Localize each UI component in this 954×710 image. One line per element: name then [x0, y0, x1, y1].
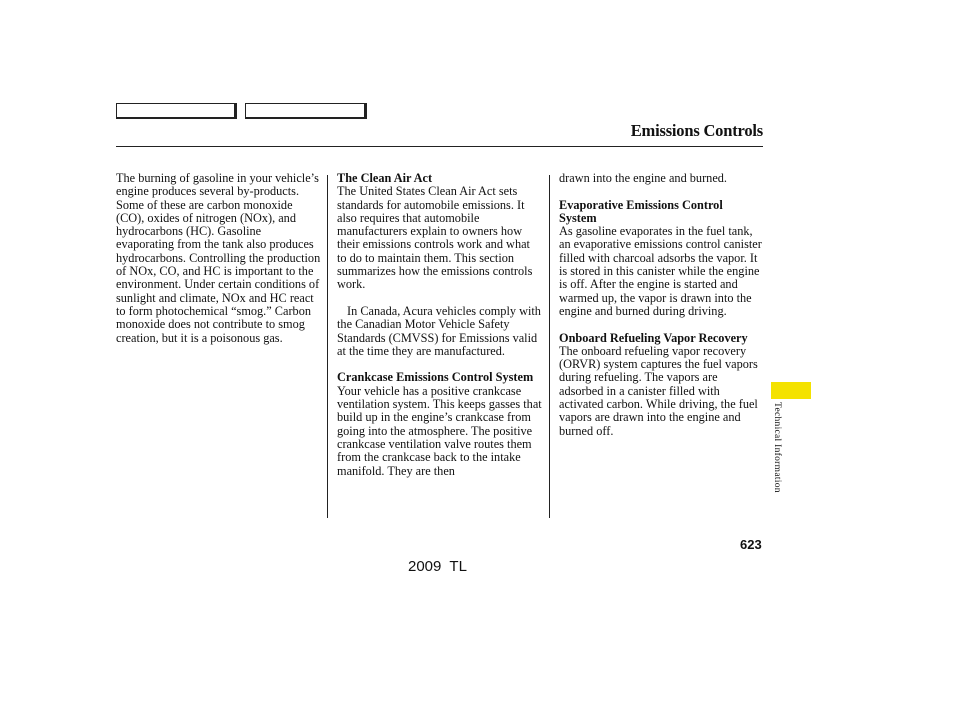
- next-page-button[interactable]: [245, 103, 367, 119]
- orvr-paragraph: The onboard refueling vapor recovery (ORVR) system captures the fuel vapors during refueling. The vapors are adsorbed in a canister filled with activated carbon. While driving, the fuel vapors are drawn into the engine and burned off.: [559, 343, 758, 438]
- canada-paragraph: In Canada, Acura vehicles comply with the Canadian Motor Vehicle Safety Standards (CMVSS) for Emissions valid at the time they are manufactured.: [337, 303, 541, 358]
- continuation-paragraph: drawn into the engine and burned.: [559, 171, 728, 185]
- clean-air-act-heading: The Clean Air Act: [337, 171, 433, 185]
- model-footer: 2009 TL: [408, 558, 467, 575]
- section-tab-label: Technical Information: [772, 402, 782, 493]
- column-divider: [549, 175, 550, 518]
- section-title: Emissions Controls: [630, 121, 763, 140]
- text-column-3: [559, 172, 763, 438]
- crankcase-paragraph: Your vehicle has a positive crankcase ventilation system. This keeps gasses that build up in the engine’s crankcase from going into the atmosphere. The positive crankcase ventilation valve routes them from the crankcase back to the intake manifold. They are then: [337, 383, 542, 478]
- section-tab-marker[interactable]: [771, 382, 811, 399]
- evaporative-paragraph: As gasoline evaporates in the fuel tank, an evaporative emissions control canister filled with charcoal adsorbs the vapor. It is stored in this canister while the engine is off. After the engine is started and warmed up, the vapor is drawn into the engine and burned during driving.: [559, 224, 762, 318]
- intro-paragraph: The burning of gasoline in your vehicle’s engine produces several by-products. Some of these are carbon monoxide (CO), oxides of nitrogen (NOx), and hydrocarbons (HC). Gasoline evaporating from the tank also produces hydrocarbons. Controlling the production of NOx, CO, and HC is important to the environment. Under certain conditions of sunlight and climate, NOx and HC react to form photochemical “smog.” Carbon monoxide does not contribute to smog creation, but it is a poisonous gas.: [116, 171, 321, 345]
- column-divider: [327, 175, 328, 518]
- evaporative-heading: Evaporative Emissions Control System: [559, 197, 723, 225]
- previous-page-button[interactable]: [116, 103, 237, 119]
- text-column-1: [116, 172, 322, 345]
- text-column-2: [337, 172, 542, 478]
- clean-air-act-paragraph: The United States Clean Air Act sets standards for automobile emissions. It also requires that automobile manufacturers explain to owners how their emissions controls work and what to do to maintain them. This section summarizes how the emissions controls work.: [337, 184, 533, 292]
- title-divider: [116, 146, 763, 147]
- crankcase-heading: Crankcase Emissions Control System: [337, 370, 534, 385]
- orvr-heading: Onboard Refueling Vapor Recovery: [559, 330, 748, 345]
- page-number: 623: [740, 537, 762, 552]
